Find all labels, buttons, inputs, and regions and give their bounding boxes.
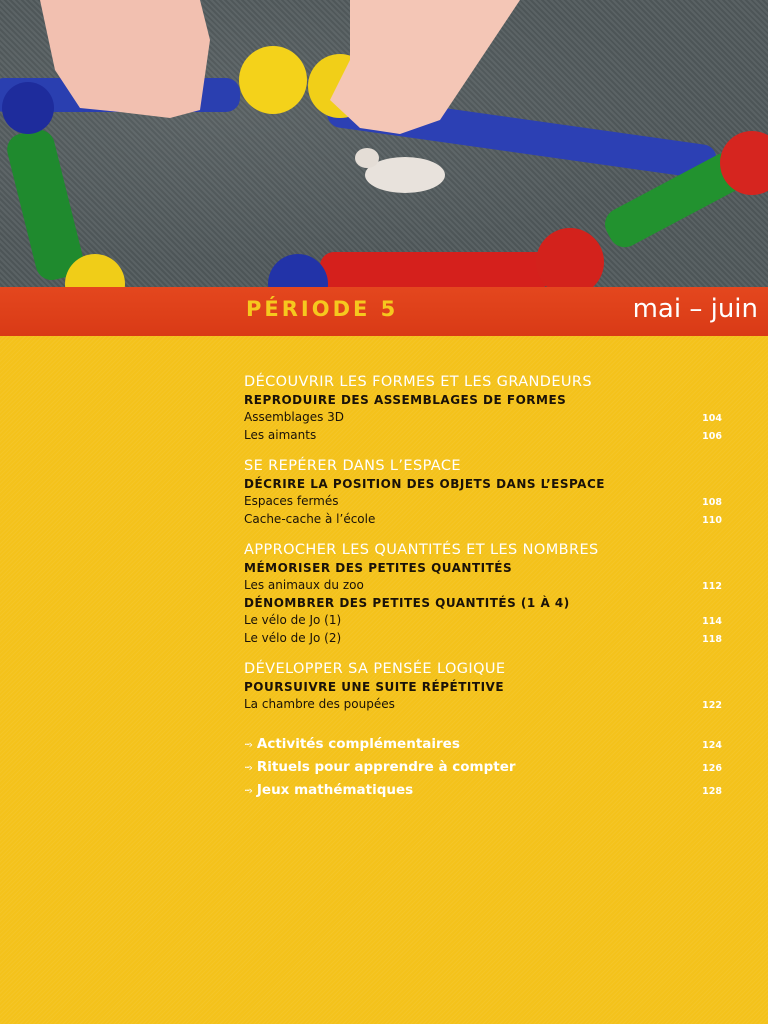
- cover-photo: [0, 0, 768, 288]
- entry-page: 106: [702, 431, 722, 442]
- entry-label: Assemblages 3D: [244, 410, 345, 424]
- arrow-right-icon: ···›: [244, 761, 251, 774]
- extra-entry[interactable]: [244, 733, 722, 756]
- extras-list: [244, 733, 722, 802]
- toc-entry[interactable]: [244, 511, 722, 529]
- yellow-ball: [239, 46, 307, 114]
- extra-entry[interactable]: [244, 779, 722, 802]
- toc-entry[interactable]: [244, 427, 722, 445]
- arrow-right-icon: ···›: [244, 738, 251, 751]
- toc-entry[interactable]: [244, 493, 722, 511]
- entry-label: Les aimants: [244, 428, 317, 442]
- right-hand: [330, 0, 520, 134]
- blue-ball-left: [2, 82, 54, 134]
- subsection-title: DÉCRIRE LA POSITION DES OBJETS DANS L’ESPACE: [244, 477, 605, 491]
- green-rod-left: [4, 126, 87, 283]
- entry-page: 124: [702, 740, 722, 751]
- entry-page: 126: [702, 763, 722, 774]
- extra-label: Rituels pour apprendre à compter: [256, 759, 516, 775]
- section-pensee-logique: [244, 659, 722, 714]
- entry-page: 108: [702, 497, 722, 508]
- entry-page: 104: [702, 413, 722, 424]
- extra-label: Jeux mathématiques: [256, 782, 414, 798]
- subsection-title: DÉNOMBRER DES PETITES QUANTITÉS (1 À 4): [244, 596, 570, 610]
- entry-page: 128: [702, 786, 722, 797]
- section-title: APPROCHER LES QUANTITÉS ET LES NOMBRES: [244, 542, 599, 558]
- section-quantites-nombres: [244, 540, 722, 648]
- section-formes-grandeurs: [244, 372, 722, 445]
- toc-entry[interactable]: [244, 409, 722, 427]
- toc-entry[interactable]: [244, 696, 722, 714]
- extra-entry[interactable]: [244, 756, 722, 779]
- extra-label: Activités complémentaires: [256, 736, 460, 752]
- entry-label: Le vélo de Jo (2): [244, 631, 342, 645]
- subsection-title: MÉMORISER DES PETITES QUANTITÉS: [244, 561, 513, 575]
- toc-entry[interactable]: [244, 612, 722, 630]
- table-of-contents: [244, 372, 722, 802]
- entry-page: 118: [702, 634, 722, 645]
- period-label: PÉRIODE 5: [246, 297, 399, 321]
- toc-entry[interactable]: [244, 577, 722, 595]
- entry-label: Cache-cache à l’école: [244, 512, 376, 526]
- arrow-right-icon: ···›: [244, 784, 251, 797]
- toc-entry[interactable]: [244, 630, 722, 648]
- entry-label: Le vélo de Jo (1): [244, 613, 342, 627]
- blue-ball: [268, 254, 328, 288]
- red-rod: [320, 252, 550, 288]
- toy-construction-illustration: [0, 0, 768, 288]
- section-title: DÉVELOPPER SA PENSÉE LOGIQUE: [244, 661, 506, 677]
- entry-page: 114: [702, 616, 722, 627]
- entry-label: Espaces fermés: [244, 494, 339, 508]
- entry-label: La chambre des poupées: [244, 697, 395, 711]
- section-reperer-espace: [244, 456, 722, 529]
- period-months: mai – juin: [632, 294, 758, 324]
- subsection-title: POURSUIVRE UNE SUITE RÉPÉTITIVE: [244, 680, 505, 694]
- subsection-title: REPRODUIRE DES ASSEMBLAGES DE FORMES: [244, 393, 567, 407]
- entry-page: 110: [702, 515, 722, 526]
- section-title: DÉCOUVRIR LES FORMES ET LES GRANDEURS: [244, 374, 592, 390]
- red-ball-bottom: [536, 228, 604, 288]
- entry-page: 122: [702, 700, 722, 711]
- entry-label: Les animaux du zoo: [244, 578, 364, 592]
- entry-page: 112: [702, 581, 722, 592]
- section-title: SE REPÉRER DANS L’ESPACE: [244, 458, 461, 474]
